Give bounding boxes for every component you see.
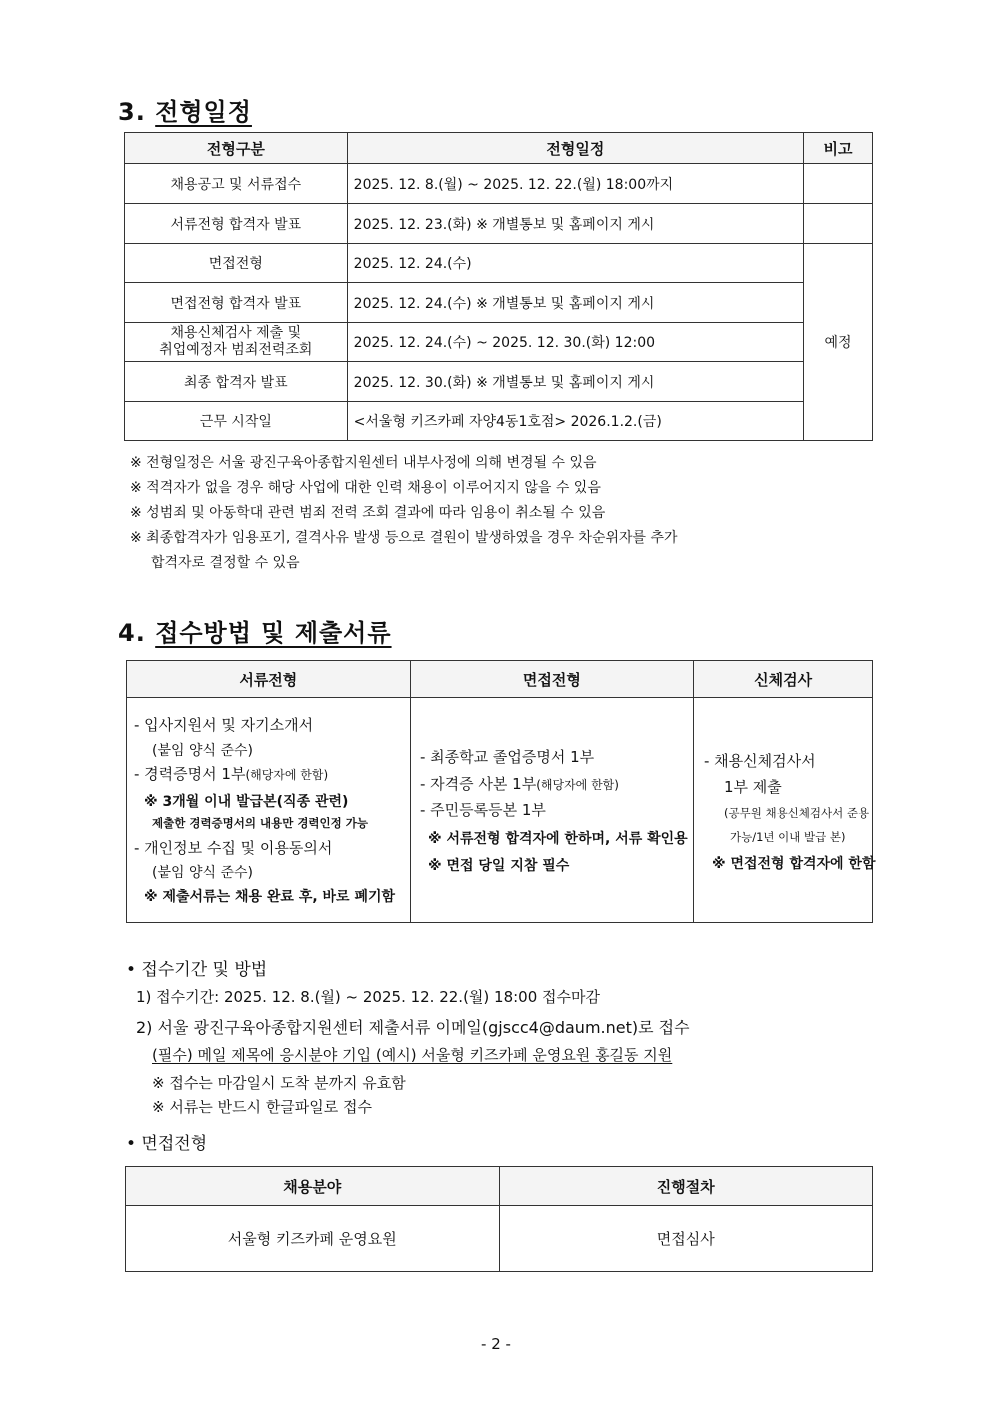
receipt-mail-subject-rule: (필수) 메일 제목에 응시분야 기입 (예시) 서울형 키즈카페 운영요원 홍길동 지원	[152, 1046, 673, 1064]
schedule-date: 2025. 12. 30.(화) ※ 개별통보 및 홈페이지 게시	[347, 362, 803, 402]
schedule-note: ※ 적격자가 없을 경우 해당 사업에 대한 인력 채용이 이루어지지 않을 수 있음	[130, 480, 601, 496]
interview-doc-item: - 최종학교 졸업증명서 1부	[420, 748, 595, 766]
medical-doc-note: (공무원 채용신체검사서 준용	[724, 806, 870, 820]
schedule-date: <서울형 키즈카페 자양4동1호점> 2026.1.2.(금)	[347, 402, 803, 441]
schedule-date: 2025. 12. 24.(수) ~ 2025. 12. 30.(화) 12:00	[347, 323, 803, 362]
interview-header-field: 채용분야	[126, 1167, 500, 1206]
schedule-remark-empty	[804, 164, 873, 204]
schedule-note: ※ 성범죄 및 아동학대 관련 범죄 전력 조회 결과에 따라 임용이 취소될 수 있음	[130, 505, 606, 521]
paper-doc-sub: (붙임 양식 준수)	[152, 865, 253, 881]
documents-header-paper: 서류전형	[127, 661, 411, 698]
medical-doc-note: ※ 면접전형 합격자에 한함	[712, 856, 876, 872]
section4-title	[118, 613, 392, 648]
interview-doc-note: ※ 서류전형 합격자에 한하며, 서류 확인용	[428, 831, 688, 847]
schedule-note: ※ 전형일정은 서울 광진구육아종합지원센터 내부사정에 의해 변경될 수 있음	[130, 455, 597, 471]
paper-doc-item-text: - 경력증명서 1부	[134, 765, 246, 783]
table-row	[125, 244, 873, 283]
schedule-stage-line1: 채용신체검사 제출 및	[170, 325, 302, 341]
schedule-date: 2025. 12. 24.(수) ※ 개별통보 및 홈페이지 게시	[347, 283, 803, 323]
interview-table	[125, 1166, 873, 1272]
schedule-stage: 채용공고 및 서류접수	[125, 164, 348, 204]
receipt-note: ※ 서류는 반드시 한글파일로 접수	[152, 1098, 373, 1116]
schedule-header-stage: 전형구분	[125, 133, 348, 164]
schedule-header-date: 전형일정	[347, 133, 803, 164]
interview-doc-note: ※ 면접 당일 지참 필수	[428, 858, 570, 874]
paper-doc-item	[134, 763, 328, 784]
interview-doc-item	[420, 773, 619, 794]
page-number: - 2 -	[481, 1335, 511, 1353]
schedule-remark: 예정	[804, 244, 873, 441]
schedule-table	[124, 132, 873, 441]
documents-header-medical: 신체검사	[694, 661, 873, 698]
documents-header-interview: 면접전형	[410, 661, 694, 698]
schedule-header-remark: 비고	[804, 133, 873, 164]
table-row	[125, 402, 873, 441]
receipt-heading: • 접수기간 및 방법	[126, 960, 268, 980]
table-row	[125, 283, 873, 323]
schedule-stage: 최종 합격자 발표	[125, 362, 348, 402]
section3-number: 3.	[118, 98, 146, 126]
schedule-stage	[125, 323, 348, 362]
schedule-note-continued: 합격자로 결정할 수 있음	[151, 555, 300, 571]
section4-number: 4.	[118, 619, 146, 647]
receipt-note: ※ 접수는 마감일시 도착 분까지 유효함	[152, 1074, 406, 1092]
schedule-stage: 서류전형 합격자 발표	[125, 204, 348, 244]
interview-heading: • 면접전형	[126, 1134, 208, 1154]
schedule-remark-empty	[804, 204, 873, 244]
schedule-stage-line2: 취업예정자 범죄전력조회	[159, 342, 313, 358]
paper-doc-item: - 개인정보 수집 및 이용동의서	[134, 839, 333, 857]
paper-doc-item: - 입사지원서 및 자기소개서	[134, 716, 314, 734]
interview-doc-item-sub: (해당자에 한함)	[536, 778, 619, 792]
interview-doc-item-text: - 자격증 사본 1부	[420, 775, 537, 793]
table-row	[125, 323, 873, 362]
paper-doc-note: ※ 제출서류는 채용 완료 후, 바로 폐기함	[144, 889, 396, 905]
schedule-date: 2025. 12. 24.(수)	[347, 244, 803, 283]
paper-doc-note: 제출한 경력증명서의 내용만 경력인정 가능	[152, 816, 368, 830]
receipt-line: 1) 접수기간: 2025. 12. 8.(월) ~ 2025. 12. 22.(월) 18:00 접수마감	[136, 988, 600, 1006]
schedule-stage: 근무 시작일	[125, 402, 348, 441]
schedule-date: 2025. 12. 23.(화) ※ 개별통보 및 홈페이지 게시	[347, 204, 803, 244]
interview-field: 서울형 키즈카페 운영요원	[126, 1206, 500, 1272]
interview-doc-item: - 주민등록등본 1부	[420, 801, 546, 819]
schedule-date: 2025. 12. 8.(월) ~ 2025. 12. 22.(월) 18:00까지	[347, 164, 803, 204]
receipt-line: 2) 서울 광진구육아종합지원센터 제출서류 이메일(gjscc4@daum.net)로 접수	[136, 1018, 690, 1037]
paper-doc-sub: (붙임 양식 준수)	[152, 743, 253, 759]
table-row	[126, 1206, 873, 1272]
medical-doc-note: 가능/1년 이내 발급 본)	[730, 830, 846, 844]
paper-doc-item-sub: (해당자에 한함)	[245, 768, 329, 782]
table-row	[125, 204, 873, 244]
schedule-note: ※ 최종합격자가 임용포기, 결격사유 발생 등으로 결원이 발생하였을 경우 차순위자를 추가	[130, 530, 678, 546]
medical-doc-item-sub: 1부 제출	[724, 778, 782, 796]
schedule-stage: 면접전형 합격자 발표	[125, 283, 348, 323]
table-row	[125, 362, 873, 402]
schedule-stage: 면접전형	[125, 244, 348, 283]
interview-header-procedure: 진행절차	[499, 1167, 873, 1206]
table-row	[125, 164, 873, 204]
medical-doc-item: - 채용신체검사서	[704, 752, 816, 770]
paper-doc-note: ※ 3개월 이내 발급본(직종 관련)	[144, 794, 349, 810]
section4-title-text: 접수방법 및 제출서류	[155, 619, 392, 647]
interview-procedure: 면접심사	[499, 1206, 873, 1272]
section3-title-text: 전형일정	[155, 98, 252, 126]
section3-title	[118, 92, 252, 127]
